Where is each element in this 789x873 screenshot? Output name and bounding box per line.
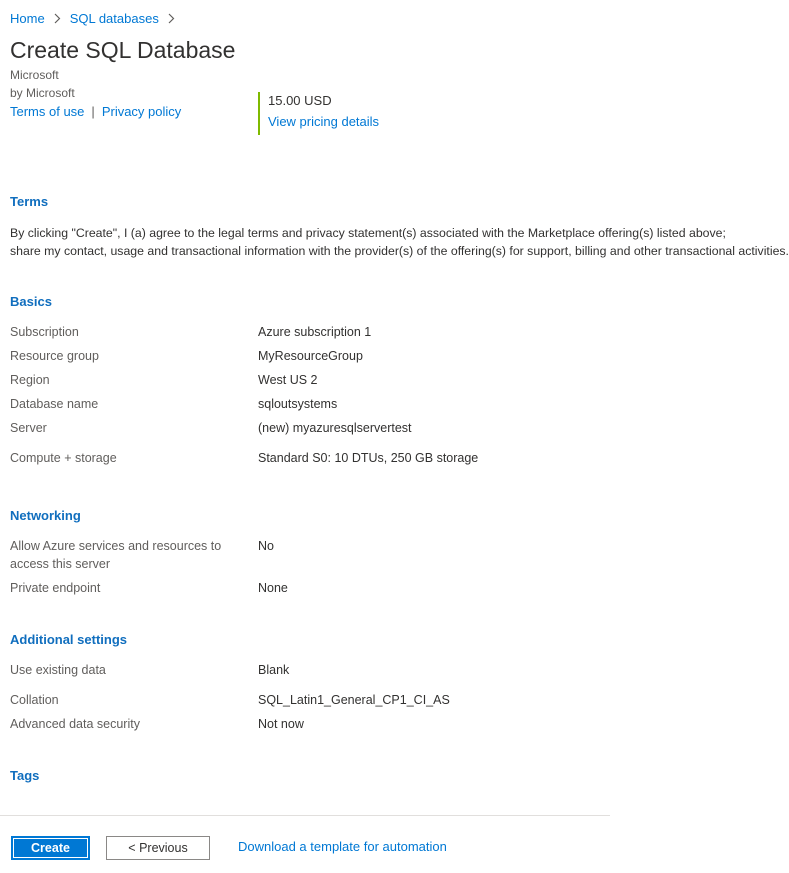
privacy-policy-link[interactable]: Privacy policy — [101, 104, 182, 119]
section-title-terms: Terms — [10, 194, 49, 209]
view-pricing-details-link[interactable]: View pricing details — [268, 114, 380, 129]
section-title-additional-settings: Additional settings — [10, 632, 127, 647]
summary-value: Azure subscription 1 — [258, 325, 372, 339]
summary-value: sqloutsystems — [258, 397, 338, 411]
summary-label: Database name — [10, 397, 99, 411]
download-template-link[interactable]: Download a template for automation — [238, 839, 447, 854]
breadcrumb-home[interactable]: Home — [10, 11, 45, 26]
summary-value: None — [258, 581, 288, 595]
summary-label: Allow Azure services and resources to access this server — [10, 539, 222, 571]
summary-label: Resource group — [10, 349, 99, 363]
chevron-right-icon — [168, 13, 175, 24]
price-amount: 15.00 USD — [268, 93, 332, 108]
summary-label: Compute + storage — [10, 451, 117, 465]
summary-value: Standard S0: 10 DTUs, 250 GB storage — [258, 451, 479, 465]
section-title-tags: Tags — [10, 768, 40, 783]
section-title-networking: Networking — [10, 508, 81, 523]
review-content[interactable] — [0, 86, 789, 814]
terms-text — [10, 224, 789, 260]
summary-value: No — [258, 539, 274, 553]
previous-button[interactable]: < Previous — [106, 836, 210, 860]
terms-text-line: share my contact, usage and transactional information with the provider(s) of the offering(s) for support, billing and other transactional activities. — [10, 244, 789, 258]
link-separator: | — [91, 104, 95, 119]
price-box — [258, 92, 379, 135]
footer-divider — [0, 815, 610, 816]
summary-value: SQL_Latin1_General_CP1_CI_AS — [258, 693, 450, 707]
summary-label: Server — [10, 421, 47, 435]
legal-links — [10, 104, 181, 119]
breadcrumb-sql-databases[interactable]: SQL databases — [69, 11, 159, 26]
summary-value: Blank — [258, 663, 290, 677]
terms-text-line: By clicking "Create", I (a) agree to the legal terms and privacy statement(s) associated with the Marketplace offering(s) listed above; — [10, 226, 726, 240]
section-title-basics: Basics — [10, 294, 52, 309]
summary-label: Use existing data — [10, 663, 106, 677]
summary-label: Collation — [10, 693, 59, 707]
summary-value: (new) myazuresqlservertest — [258, 421, 412, 435]
summary-value: MyResourceGroup — [258, 349, 363, 363]
page-subtitle-publisher: Microsoft — [10, 68, 59, 82]
summary-label: Region — [10, 373, 50, 387]
summary-label: Subscription — [10, 325, 79, 339]
summary-value: West US 2 — [258, 373, 318, 387]
create-button[interactable]: Create — [11, 836, 90, 860]
page-title: Create SQL Database — [10, 37, 236, 63]
terms-of-use-link[interactable]: Terms of use — [10, 104, 85, 119]
summary-value: Not now — [258, 717, 304, 731]
summary-label: Advanced data security — [10, 717, 140, 731]
offer-byline: by Microsoft — [10, 86, 75, 100]
breadcrumb — [10, 11, 184, 26]
chevron-right-icon — [54, 13, 61, 24]
summary-label: Private endpoint — [10, 581, 101, 595]
